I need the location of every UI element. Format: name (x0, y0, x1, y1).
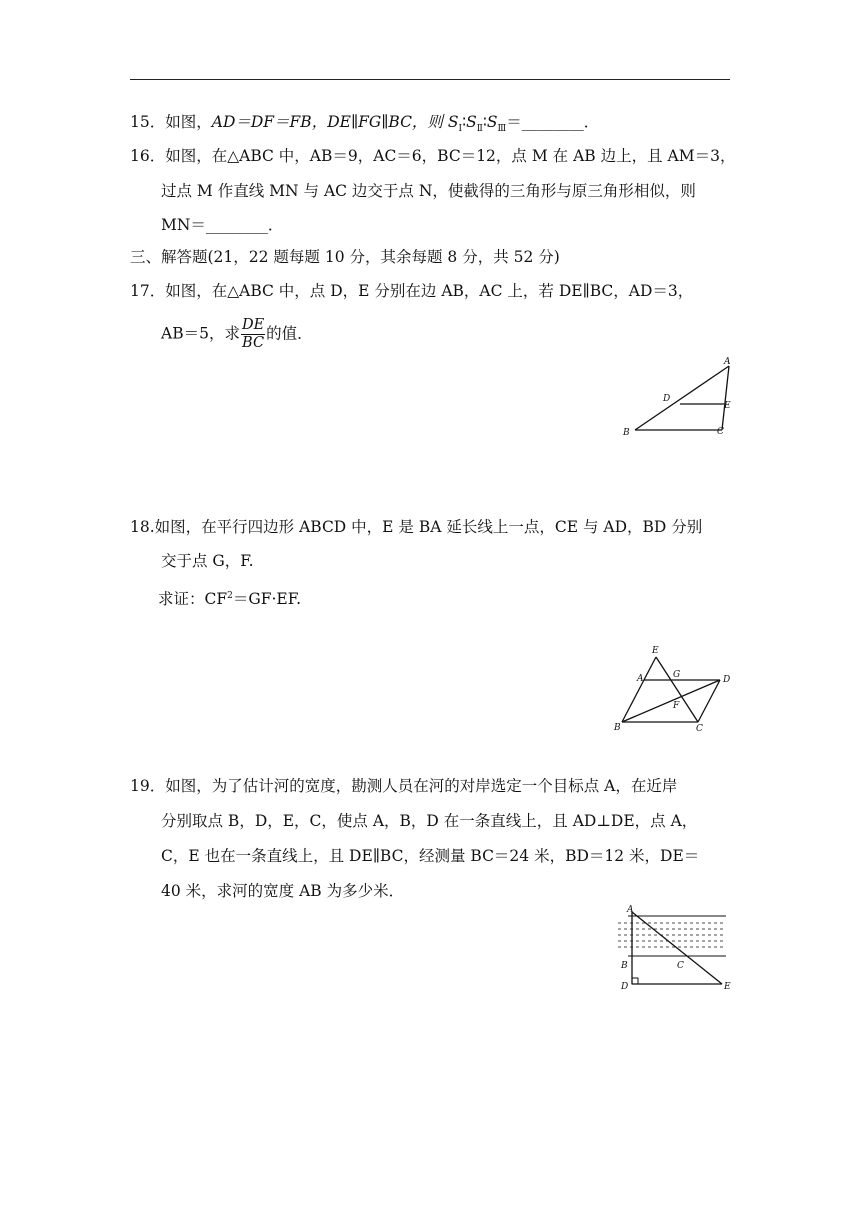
q15-prefix: 如图， (165, 113, 212, 131)
q18-line-1: 18.如图，在平行四边形 ABCD 中，E 是 BA 延长线上一点，CE 与 AD，BD 分别 (130, 518, 703, 536)
q17-fraction-denominator: BC (242, 335, 265, 351)
question-15 (130, 112, 599, 139)
q17-line-2-post: 的值． (266, 324, 313, 343)
q19-label-c: C (677, 961, 684, 971)
q18-side-cd (698, 680, 720, 722)
q15-answer-blank: ＝________． (506, 113, 600, 131)
q19-line-2: 分别取点 B，D，E，C，使点 A，B，D 在一条直线上，且 AD⊥DE，点 A， (161, 812, 698, 830)
q17-side-ac (722, 366, 729, 430)
q17-fraction-numerator: DE (241, 317, 265, 333)
q18-label-e: E (652, 646, 659, 656)
q18-proof-pre: 求证：CF (158, 590, 228, 609)
q17-line-2 (161, 317, 313, 352)
q18-label-b: B (614, 723, 621, 733)
q18-line-be (622, 657, 656, 722)
q18-diagonal-bd (622, 680, 720, 722)
q19-line-4: 40 米，求河的宽度 AB 为多少米． (161, 882, 405, 900)
q17-label-a: A (724, 357, 731, 367)
q18-proof-post: ＝GF·EF. (232, 590, 302, 609)
q17-triangle-figure (620, 356, 735, 438)
q17-line-1: 17．如图，在△ABC 中，点 D，E 分别在边 AB，AC 上，若 DE∥BC，AD＝3， (130, 282, 694, 300)
q18-label-d: D (723, 675, 731, 685)
q18-parallelogram-figure (612, 644, 737, 736)
q18-label-g: G (673, 670, 681, 680)
q19-river-figure (616, 902, 741, 994)
q19-label-b: B (621, 961, 628, 971)
q15-s1-sub: Ⅰ (458, 124, 463, 135)
q17-fraction (241, 317, 265, 352)
q15-s3: S (486, 113, 498, 131)
q16-line-2: 过点 M 作直线 MN 与 AC 边交于点 N，使截得的三角形与原三角形相似，则 (161, 182, 696, 200)
q19-label-a: A (627, 905, 634, 915)
q15-colon1: ∶ (462, 113, 467, 131)
q15-s2-sub: Ⅱ (476, 124, 483, 135)
q16-line-1: 16．如图，在△ABC 中，AB＝9，AC＝6，BC＝12，点 M 在 AB 边上，且 AM＝3， (130, 147, 736, 165)
q18-line-2: 交于点 G，F. (161, 552, 254, 570)
q19-label-d: D (621, 982, 629, 992)
q17-line-2-pre: AB＝5，求 (161, 324, 240, 343)
q15-s3-sub: Ⅲ (497, 124, 507, 135)
q15-s2: S (466, 113, 477, 131)
q16-line-3: MN＝________． (161, 216, 284, 234)
q19-label-e: E (724, 982, 731, 992)
q18-label-a: A (637, 674, 644, 684)
q18-proof-statement (158, 586, 301, 609)
q18-label-f: F (673, 701, 680, 711)
q15-relation: AD＝DF＝FB，DE∥FG∥BC，则 (211, 113, 443, 131)
q18-line-ec (656, 657, 698, 722)
q17-label-d: D (663, 394, 671, 404)
q17-label-c: C (717, 427, 724, 437)
q17-side-ab (635, 366, 729, 430)
q19-line-1: 19．如图，为了估计河的宽度，勘测人员在河的对岸选定一个目标点 A，在近岸 (130, 777, 678, 795)
q15-number: 15． (130, 113, 166, 131)
q15-s1: S (447, 113, 459, 131)
q15-colon2: ∶ (482, 113, 487, 131)
q18-label-c: C (696, 724, 703, 734)
q17-label-e: E (724, 401, 731, 411)
section-3-heading: 三、解答题(21，22 题每题 10 分，其余每题 8 分，共 52 分) (130, 248, 560, 266)
header-rule (130, 79, 730, 80)
q19-line-3: C，E 也在一条直线上，且 DE∥BC，经测量 BC＝24 米，BD＝12 米，DE＝ (161, 847, 700, 865)
q19-right-angle-mark (632, 978, 638, 984)
q17-label-b: B (623, 428, 630, 438)
q18-proof-superscript: 2 (227, 591, 233, 601)
